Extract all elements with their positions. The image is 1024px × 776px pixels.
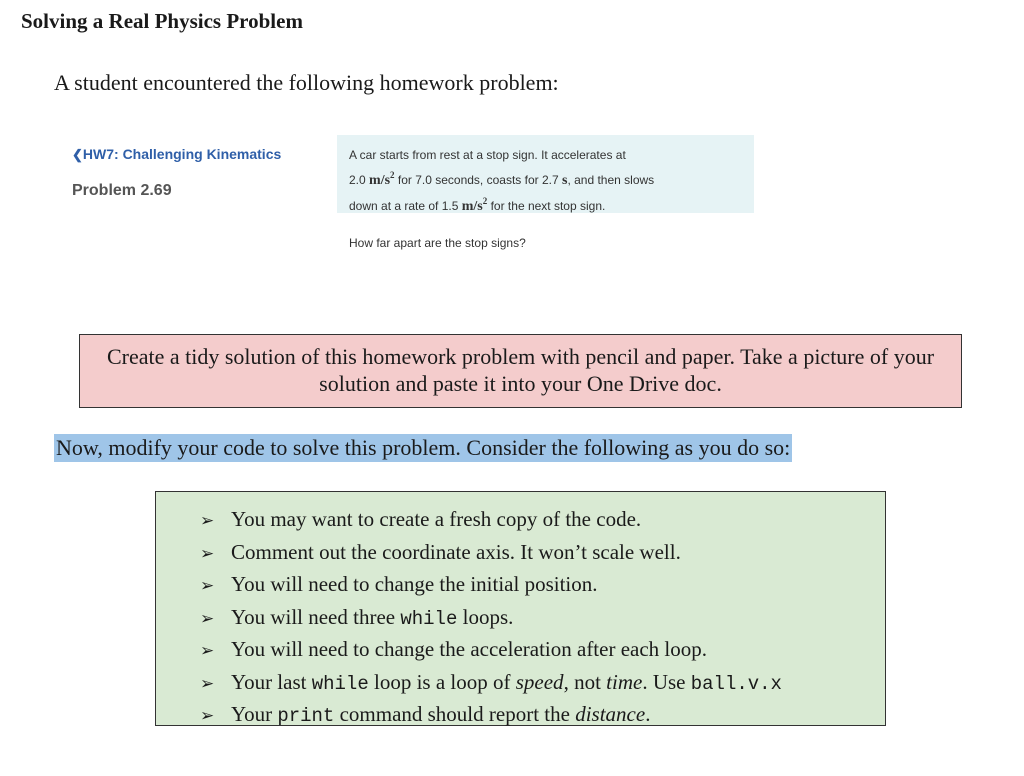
arrow-bullet-icon: ➢ xyxy=(200,706,215,726)
homework-link-label: HW7: Challenging Kinematics xyxy=(82,146,282,162)
problem-statement xyxy=(337,135,754,213)
problem-line-3: down at a rate of 1.5 $m/s^2$ for the next stop sign. xyxy=(349,196,606,214)
tip-item: ➢ Your last while loop is a loop of speed, not time. Use ball.v.x xyxy=(200,667,885,700)
tip-item: ➢ Your print command should report the distance. xyxy=(200,699,885,732)
tips-list xyxy=(156,492,885,732)
problem-question: How far apart are the stop signs? xyxy=(349,236,526,250)
arrow-bullet-icon: ➢ xyxy=(200,641,215,661)
instruction-box xyxy=(79,334,962,408)
arrow-bullet-icon: ➢ xyxy=(200,673,215,694)
tip-item: ➢ Comment out the coordinate axis. It won’t scale well. xyxy=(200,537,885,570)
modify-prompt: Now, modify your code to solve this problem. Consider the following as you do so: xyxy=(56,435,791,460)
arrow-bullet-icon: ➢ xyxy=(200,511,215,531)
intro-text: A student encountered the following homework problem: xyxy=(54,70,559,95)
tip-item: ➢ You may want to create a fresh copy of the code. xyxy=(200,504,885,537)
tip-item: ➢ You will need to change the initial position. xyxy=(200,569,885,602)
arrow-bullet-icon: ➢ xyxy=(200,576,215,596)
page-title: Solving a Real Physics Problem xyxy=(21,9,303,33)
problem-line-2: 2.0 $m/s^2$ for 7.0 seconds, coasts for 2.7 s, and then slows xyxy=(349,170,655,188)
problem-number: Problem 2.69 xyxy=(72,182,172,199)
problem-line-1: A car starts from rest at a stop sign. It accelerates at xyxy=(349,148,626,162)
tip-item: ➢ You will need three while loops. xyxy=(200,602,885,635)
homework-back-link[interactable] xyxy=(72,146,281,163)
tips-box xyxy=(155,491,886,726)
instruction-text: Create a tidy solution of this homework problem with pencil and paper. Take a picture of your solution and paste it into your One Drive doc. xyxy=(106,344,935,396)
arrow-bullet-icon: ➢ xyxy=(200,543,215,564)
chevron-left-icon: ❮ xyxy=(72,147,83,162)
arrow-bullet-icon: ➢ xyxy=(200,608,215,629)
tip-item: ➢ You will need to change the acceleration after each loop. xyxy=(200,634,885,667)
